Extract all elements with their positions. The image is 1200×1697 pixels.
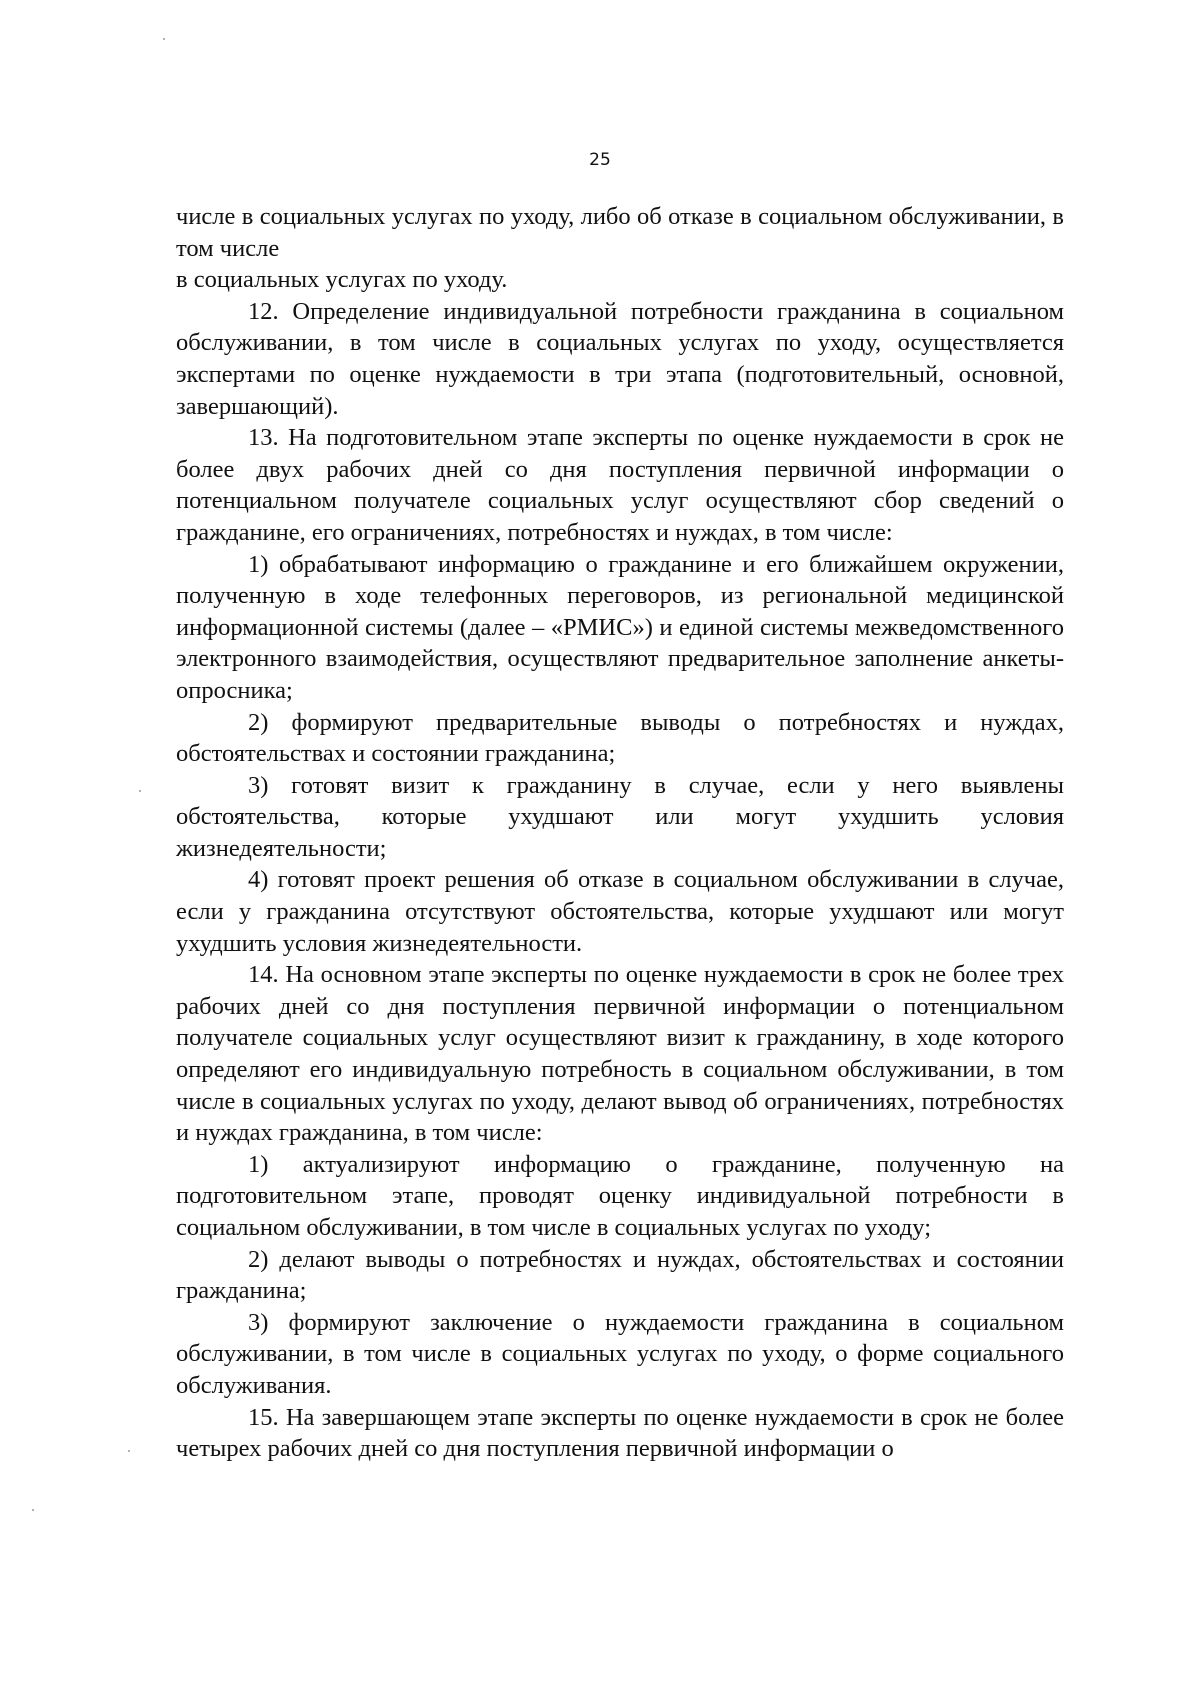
paragraph-item-14-subitem-3: 3) формируют заключение о нуждаемости гражданина в социальном обслуживании, в том числе в социальных услугах по уходу, о форме социального обслуживания. (176, 1308, 1064, 1399)
paragraph-item-13-subitem-2: 2) формируют предварительные выводы о потребностях и нуждах, обстоятельствах и состоянии гражданина; (176, 708, 1064, 768)
paragraph-item-13-subitem-3: 3) готовят визит к гражданину в случае, если у него выявлены обстоятельства, которые ухудшают или могут ухудшить условия жизнедеятельности; (176, 771, 1064, 862)
paragraph-item-14-subitem-2: 2) делают выводы о потребностях и нуждах, обстоятельствах и состоянии гражданина; (176, 1245, 1064, 1305)
paragraph-item-14: 14. На основном этапе эксперты по оценке нуждаемости в срок не более трех рабочих дней со дня поступления первичной информации о потенциальном получателе социальных услуг осуществляют визит к гражданину, в ходе которого определяют его индивидуальную потребность в социальном обслуживании, в том числе в социальных услугах по уходу, делают вывод об ограничениях, потребностях и нуждах гражданина, в том числе: (176, 961, 1064, 1147)
paragraph-continuation: числе в социальных услугах по уходу, либо об отказе в социальном обслуживании, в том числе (176, 203, 1064, 262)
body-text (176, 201, 1064, 1465)
scan-speck (163, 38, 165, 40)
paragraph-continuation-tail: в социальных услугах по уходу. (176, 266, 508, 294)
scan-speck (32, 1509, 34, 1511)
paragraph-item-13-subitem-4: 4) готовят проект решения об отказе в социальном обслуживании в случае, если у гражданина отсутствуют обстоятельства, которые ухудшают или могут ухудшить условия жизнедеятельности. (176, 866, 1064, 957)
paragraph-item-13: 13. На подготовительном этапе эксперты по оценке нуждаемости в срок не более двух рабочих дней со дня поступления первичной информации о потенциальном получателе социальных услуг осуществляют сбор сведений о гражданине, его ограничениях, потребностях и нуждах, в том числе: (176, 424, 1064, 546)
paragraph-item-13-subitem-1: 1) обрабатывают информацию о гражданине и его ближайшем окружении, полученную в ходе телефонных переговоров, из региональной медицинской информационной системы (далее – «РМИС») и единой системы межведомственного электронного взаимодействия, осуществляют предварительное заполнение анкеты-опросника; (176, 550, 1064, 704)
page-number: 25 (589, 150, 611, 170)
paragraph-item-14-subitem-1: 1) актуализируют информацию о гражданине, полученную на подготовительном этапе, проводят оценку индивидуальной потребности в социальном обслуживании, в том числе в социальных услугах по уходу; (176, 1150, 1064, 1241)
paragraph-item-12: 12. Определение индивидуальной потребности гражданина в социальном обслуживании, в том числе в социальных услугах по уходу, осуществляется экспертами по оценке нуждаемости в три этапа (подготовительный, основной, завершающий). (176, 297, 1064, 420)
scan-speck (128, 1450, 130, 1452)
paragraph-item-15: 15. На завершающем этапе эксперты по оценке нуждаемости в срок не более четырех рабочих дней со дня поступления первичной информации о (176, 1403, 1064, 1463)
scan-speck (139, 790, 141, 792)
